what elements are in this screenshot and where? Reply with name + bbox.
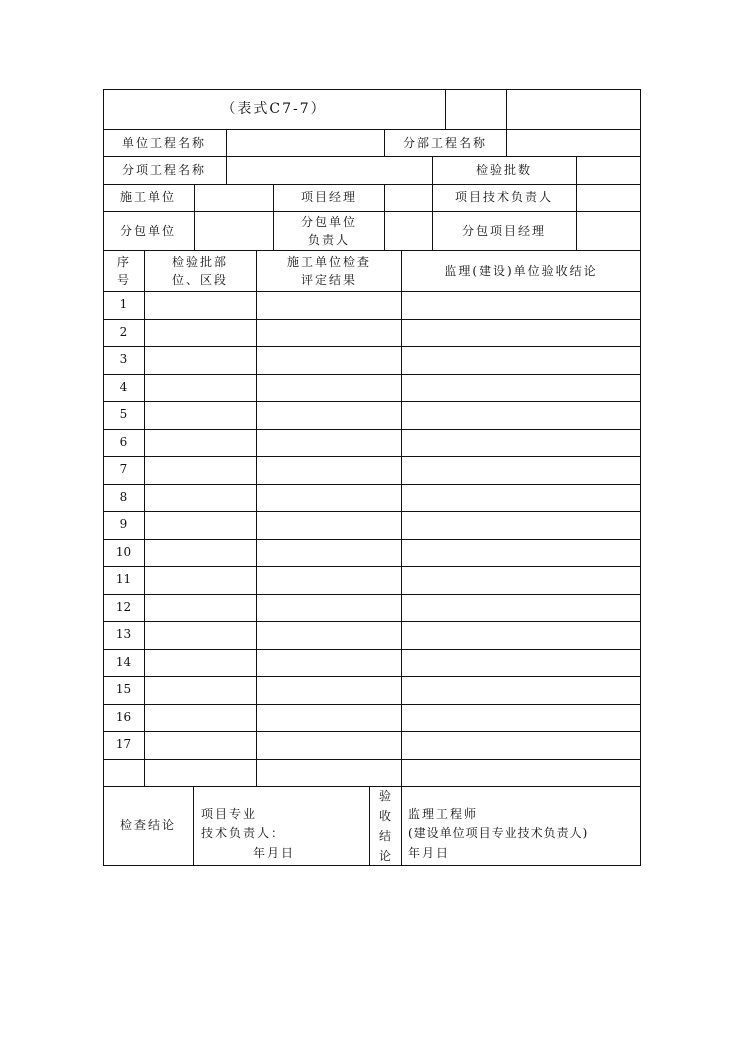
col-divider — [432, 156, 433, 250]
row-divider — [103, 401, 641, 402]
row-number: 13 — [115, 627, 132, 641]
col-divider — [445, 89, 446, 129]
unit-project-name-label: 单位工程名称 — [121, 136, 207, 150]
header-conclusion: 监理(建设)单位验收结论 — [444, 264, 598, 278]
row-divider — [103, 456, 641, 457]
row-number: 1 — [119, 297, 128, 311]
col-divider — [144, 250, 145, 786]
supervisor-line1: 监理工程师 — [408, 807, 479, 821]
row-divider — [103, 594, 641, 595]
accept-char: 结 — [378, 829, 391, 843]
header-eval-line1: 施工单位检查 — [286, 255, 372, 269]
col-divider — [273, 184, 274, 250]
accept-char: 收 — [378, 809, 391, 823]
subcontract-lead-label-line1: 分包单位 — [300, 215, 358, 229]
subcontract-lead-label-line2: 负责人 — [307, 233, 351, 247]
row-number: 14 — [115, 655, 132, 669]
col-divider — [193, 786, 194, 866]
col-divider — [384, 129, 385, 156]
row-divider — [103, 511, 641, 512]
pro-date: 年月日 — [253, 846, 296, 860]
row-divider — [103, 539, 641, 540]
row-number: 8 — [119, 490, 128, 504]
inspection-form-table — [103, 89, 641, 866]
header-bottom-line — [103, 291, 641, 292]
construction-unit-label: 施工单位 — [119, 190, 177, 204]
row-number: 12 — [115, 600, 132, 614]
row-divider — [103, 429, 641, 430]
row-divider — [103, 250, 641, 251]
supervisor-date: 年月日 — [408, 846, 451, 860]
pro-tech-lead-line2: 技术负责人： — [201, 826, 286, 840]
row-number: 3 — [119, 352, 128, 366]
subcontract-project-manager-label: 分包项目经理 — [461, 224, 547, 238]
header-seq-line2: 号 — [116, 273, 132, 287]
col-divider — [194, 184, 195, 250]
row-divider — [103, 759, 641, 760]
header-seq-line1: 序 — [116, 255, 132, 269]
header-part-line1: 检验批部 — [171, 255, 229, 269]
row-divider — [103, 649, 641, 650]
row-number: 11 — [115, 572, 132, 586]
project-tech-lead-label: 项目技术负责人 — [454, 190, 554, 204]
col-divider — [256, 250, 257, 786]
accept-char: 验 — [378, 789, 391, 803]
pro-tech-lead-line1: 项目专业 — [201, 807, 258, 821]
col-divider — [401, 250, 402, 866]
row-divider — [103, 156, 641, 157]
col-divider — [506, 89, 507, 156]
row-number: 5 — [119, 407, 128, 421]
row-number: 15 — [115, 682, 132, 696]
row-divider — [103, 566, 641, 567]
check-conclusion-label: 检查结论 — [119, 818, 177, 832]
row-divider — [103, 374, 641, 375]
col-divider — [226, 129, 227, 184]
row-divider — [103, 731, 641, 732]
row-number: 16 — [115, 710, 132, 724]
row-divider — [103, 211, 641, 212]
subcontract-unit-label: 分包单位 — [119, 224, 177, 238]
row-divider — [103, 129, 641, 130]
supervisor-line2: (建设单位项目专业技术负责人) — [408, 826, 589, 840]
form-title: （表式C7-7） — [221, 101, 327, 117]
header-part-line2: 位、区段 — [171, 273, 229, 287]
col-divider — [384, 184, 385, 250]
row-number: 4 — [119, 380, 128, 394]
row-number: 10 — [115, 545, 132, 559]
row-divider — [103, 621, 641, 622]
division-project-name-label: 分部工程名称 — [402, 136, 488, 150]
row-divider — [103, 319, 641, 320]
row-number: 2 — [119, 325, 128, 339]
accept-char: 论 — [378, 849, 391, 863]
acceptance-conclusion-vertical-label — [369, 786, 401, 866]
row-divider — [103, 484, 641, 485]
batch-count-label: 检验批数 — [475, 163, 533, 177]
subitem-project-name-label: 分项工程名称 — [121, 163, 207, 177]
row-number: 7 — [119, 462, 128, 476]
header-eval-line2: 评定结果 — [300, 273, 358, 287]
row-divider — [103, 346, 641, 347]
row-divider — [103, 704, 641, 705]
project-manager-label: 项目经理 — [300, 190, 358, 204]
col-divider — [576, 156, 577, 250]
row-divider — [103, 676, 641, 677]
row-number: 9 — [119, 517, 128, 531]
row-number: 6 — [119, 435, 128, 449]
row-divider — [103, 184, 641, 185]
row-number: 17 — [115, 737, 132, 751]
